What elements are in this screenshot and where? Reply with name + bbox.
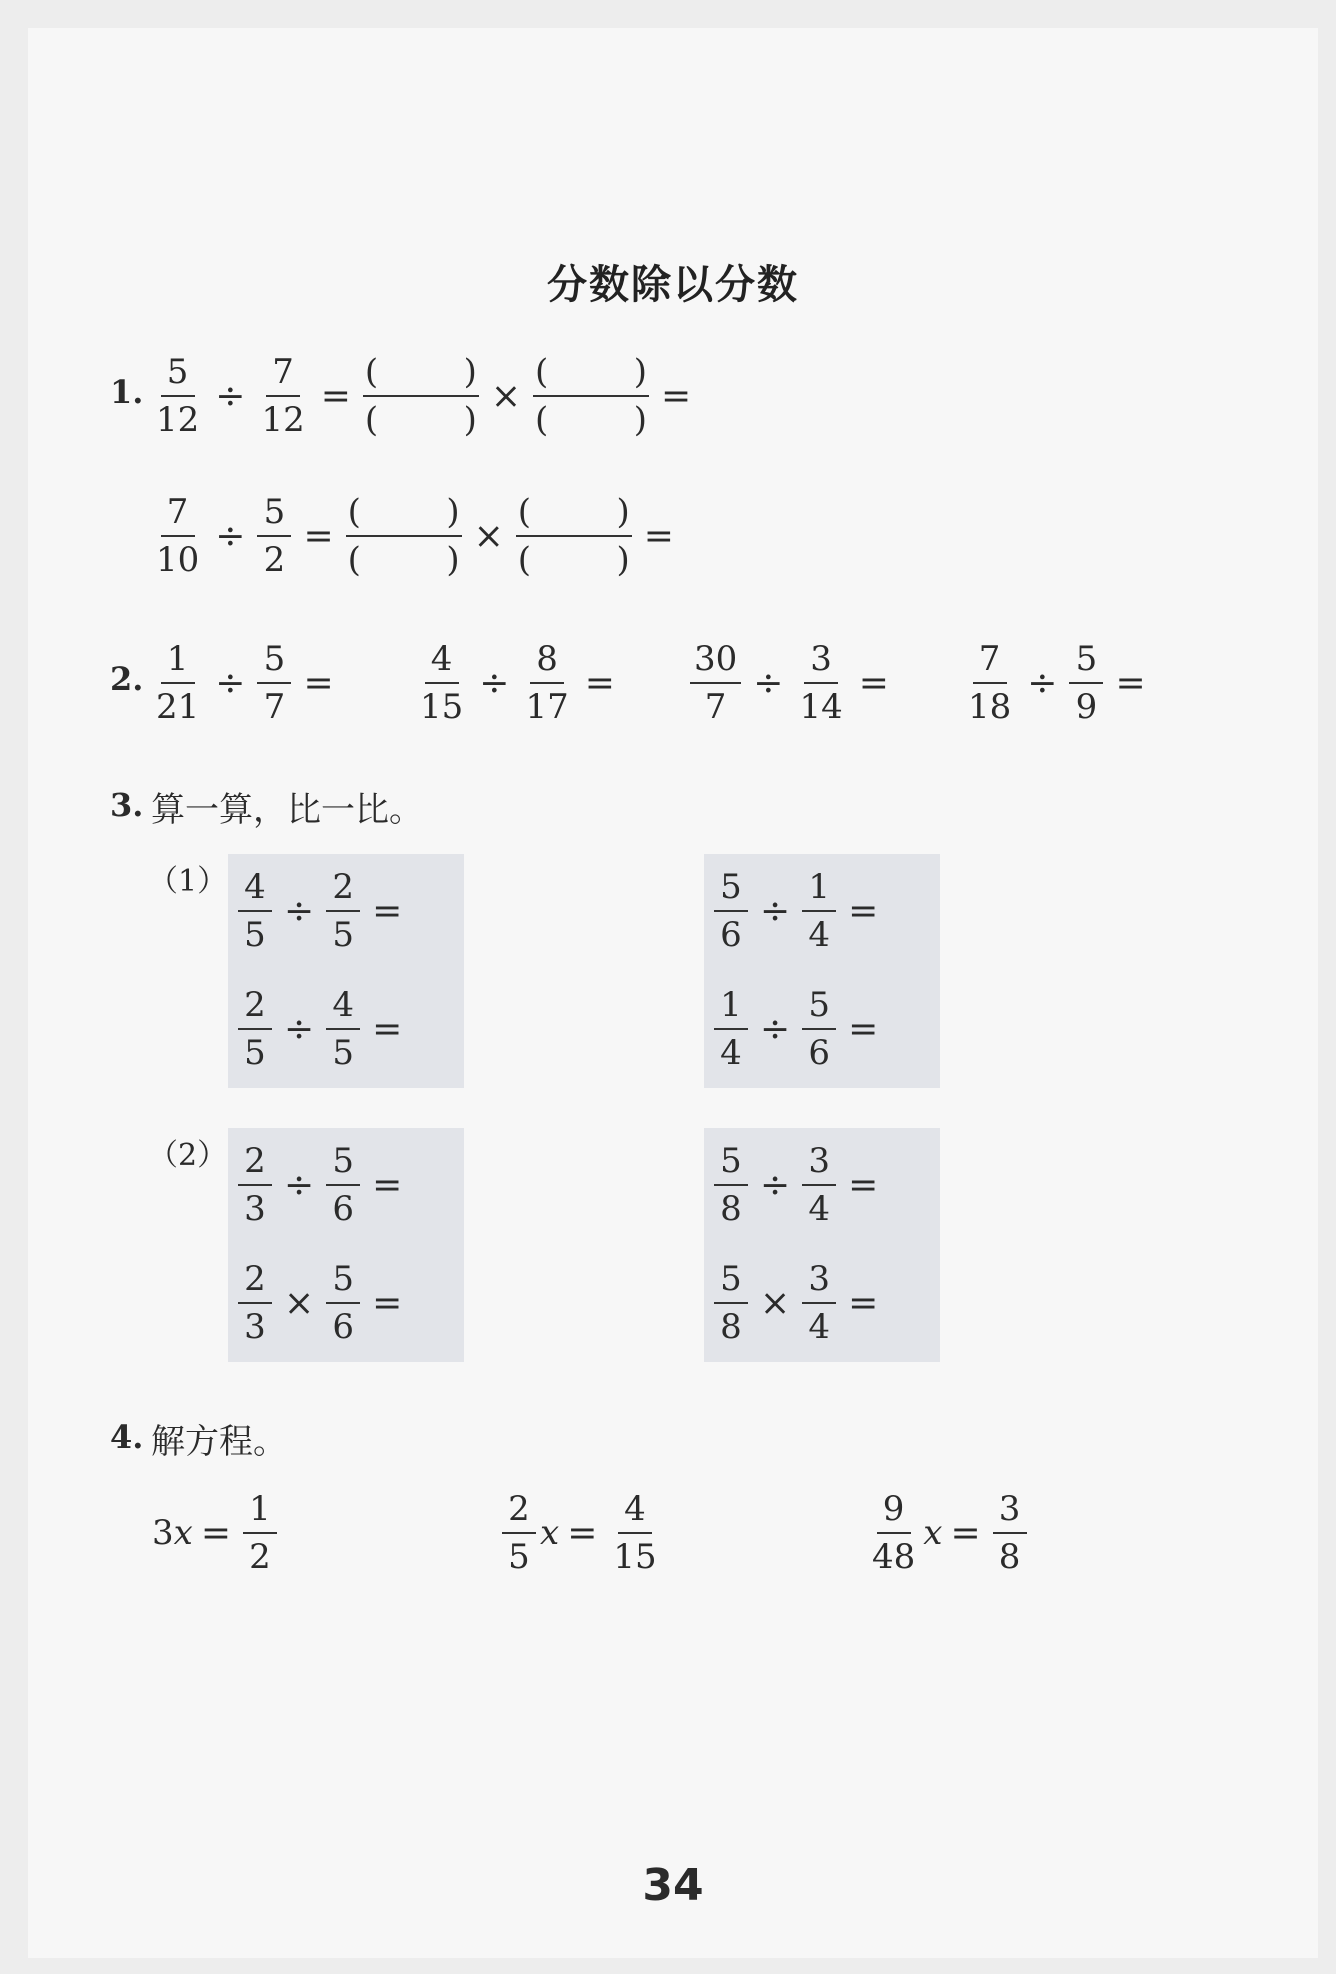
equals-sign: =: [950, 1512, 981, 1554]
q3-g1-box-left: [228, 854, 464, 1088]
fraction: $\frac{7}{18}$: [968, 639, 1012, 727]
expression: $\frac{2}{5}$ ÷ $\frac{4}{5}$ =: [234, 969, 410, 1089]
q3-g2-box-left: [228, 1128, 464, 1362]
q2-item-2: [412, 623, 623, 743]
fraction: $\frac{1}{2}$: [243, 1492, 277, 1574]
worksheet-page: [28, 28, 1318, 1958]
q2-item-4: [960, 623, 1154, 743]
q3-instruction: 算一算，比一比。: [151, 790, 423, 830]
divide-sign: ÷: [215, 375, 246, 417]
q2-item-3: [686, 623, 897, 743]
equals-sign: =: [584, 662, 615, 704]
fraction: $\frac{5}{9}$: [1069, 642, 1103, 724]
equals-sign: =: [858, 662, 889, 704]
q1-row-1: [148, 336, 699, 456]
fraction: $\frac{30}{7}$: [690, 642, 741, 724]
q2-item-1: [148, 623, 342, 743]
expression: $\frac{4}{5}$ ÷ $\frac{2}{5}$ =: [234, 851, 410, 971]
equals-sign: =: [661, 375, 692, 417]
answer-blank-fraction[interactable]: ( ) ( ): [517, 492, 630, 580]
fraction: $\frac{4}{15}$: [613, 1489, 657, 1577]
expression: $\frac{5}{6}$ ÷ $\frac{1}{4}$ =: [710, 851, 886, 971]
equals-sign: =: [1115, 662, 1146, 704]
fraction: $\frac{9}{48}$: [872, 1489, 916, 1577]
q3-group-2-label: （2）: [148, 1138, 228, 1173]
page-number: 34: [642, 1860, 704, 1911]
divide-sign: ÷: [479, 662, 510, 704]
q4-number: 4.: [110, 1418, 144, 1456]
answer-blank-fraction[interactable]: ( ) ( ): [364, 352, 477, 440]
fraction: $\frac{7}{10}$: [156, 492, 200, 580]
equals-sign: =: [303, 662, 334, 704]
q3-g2-box-right: [704, 1128, 940, 1362]
q1-row-2: [148, 476, 682, 596]
expression: $\frac{5}{8}$ ÷ $\frac{3}{4}$ =: [710, 1125, 886, 1245]
variable-x: x: [540, 1513, 560, 1553]
equals-sign: =: [643, 515, 674, 557]
divide-sign: ÷: [753, 662, 784, 704]
q2-number: 2.: [110, 660, 144, 698]
answer-blank-fraction[interactable]: ( ) ( ): [535, 352, 648, 440]
fraction: $\frac{1}{21}$: [156, 639, 200, 727]
q4-instruction: 解方程。: [151, 1422, 287, 1462]
fraction: $\frac{8}{17}$: [525, 639, 569, 727]
divide-sign: ÷: [215, 515, 246, 557]
divide-sign: ÷: [1027, 662, 1058, 704]
q3-g1-box-right: [704, 854, 940, 1088]
expression: $\frac{1}{4}$ ÷ $\frac{5}{6}$ =: [710, 969, 886, 1089]
coefficient: 3: [152, 1513, 174, 1553]
fraction: $\frac{3}{14}$: [799, 639, 843, 727]
q3-group-1-label: （1）: [148, 864, 228, 899]
page-title: 分数除以分数: [547, 262, 799, 308]
q3-number: 3.: [110, 786, 144, 824]
q4-equation-2: [498, 1473, 665, 1593]
fraction: $\frac{2}{5}$: [502, 1492, 536, 1574]
q4-equation-3: [864, 1473, 1031, 1593]
answer-blank-fraction[interactable]: ( ) ( ): [347, 492, 460, 580]
q4-equation-1: [152, 1473, 281, 1593]
multiply-sign: ×: [473, 515, 504, 557]
fraction: $\frac{5}{12}$: [156, 352, 200, 440]
fraction: $\frac{7}{12}$: [261, 352, 305, 440]
equals-sign: =: [567, 1512, 598, 1554]
fraction: $\frac{4}{15}$: [420, 639, 464, 727]
fraction: $\frac{5}{7}$: [257, 642, 291, 724]
equals-sign: =: [303, 515, 334, 557]
fraction: $\frac{5}{2}$: [257, 495, 291, 577]
fraction: $\frac{3}{8}$: [993, 1492, 1027, 1574]
divide-sign: ÷: [215, 662, 246, 704]
variable-x: x: [173, 1513, 193, 1553]
q1-number: 1.: [110, 373, 144, 411]
expression: $\frac{5}{8}$ × $\frac{3}{4}$ =: [710, 1243, 886, 1363]
expression: $\frac{2}{3}$ × $\frac{5}{6}$ =: [234, 1243, 410, 1363]
equals-sign: =: [200, 1512, 231, 1554]
expression: $\frac{2}{3}$ ÷ $\frac{5}{6}$ =: [234, 1125, 410, 1245]
variable-x: x: [923, 1513, 943, 1553]
multiply-sign: ×: [490, 375, 522, 417]
equals-sign: =: [320, 375, 351, 417]
